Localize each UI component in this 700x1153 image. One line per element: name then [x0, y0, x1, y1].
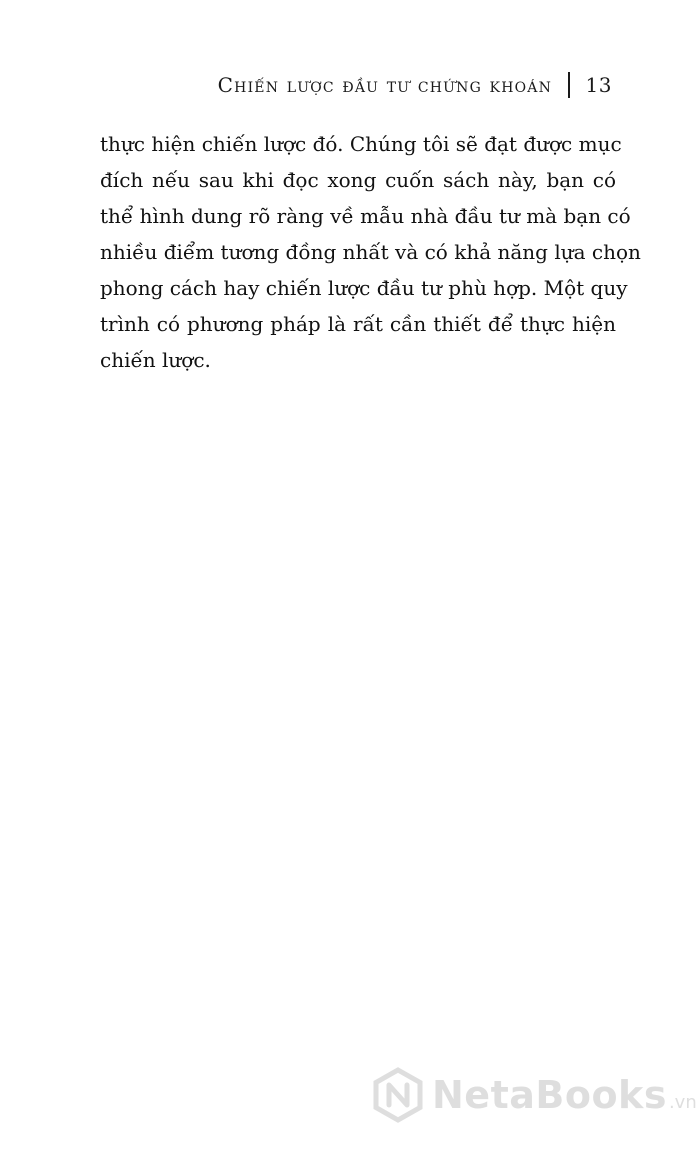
text-line: đích nếu sau khi đọc xong cuốn sách này, bạn có	[100, 168, 616, 192]
body-paragraph	[100, 126, 641, 378]
header-divider	[568, 72, 570, 98]
running-header-title: Chiến lược đầu tư chứng khoán	[217, 73, 553, 97]
text-line: chiến lược.	[100, 348, 211, 372]
text-line: phong cách hay chiến lược đầu tư phù hợp. Một quy	[100, 276, 628, 300]
running-header	[218, 72, 612, 98]
watermark-suffix: .vn	[668, 1092, 697, 1113]
text-line: trình có phương pháp là rất cần thiết để thực hiện	[100, 312, 616, 336]
text-line: thể hình dung rõ ràng về mẫu nhà đầu tư mà bạn có	[100, 204, 631, 228]
text-line: nhiều điểm tương đồng nhất và có khả năng lựa chọn	[100, 240, 641, 264]
page-number: 13	[585, 73, 612, 97]
text-line: thực hiện chiến lược đó. Chúng tôi sẽ đạt được mục	[100, 132, 622, 156]
watermark	[370, 1067, 697, 1123]
watermark-brand: NetaBooks	[432, 1073, 667, 1117]
netabooks-logo-icon	[370, 1067, 426, 1123]
